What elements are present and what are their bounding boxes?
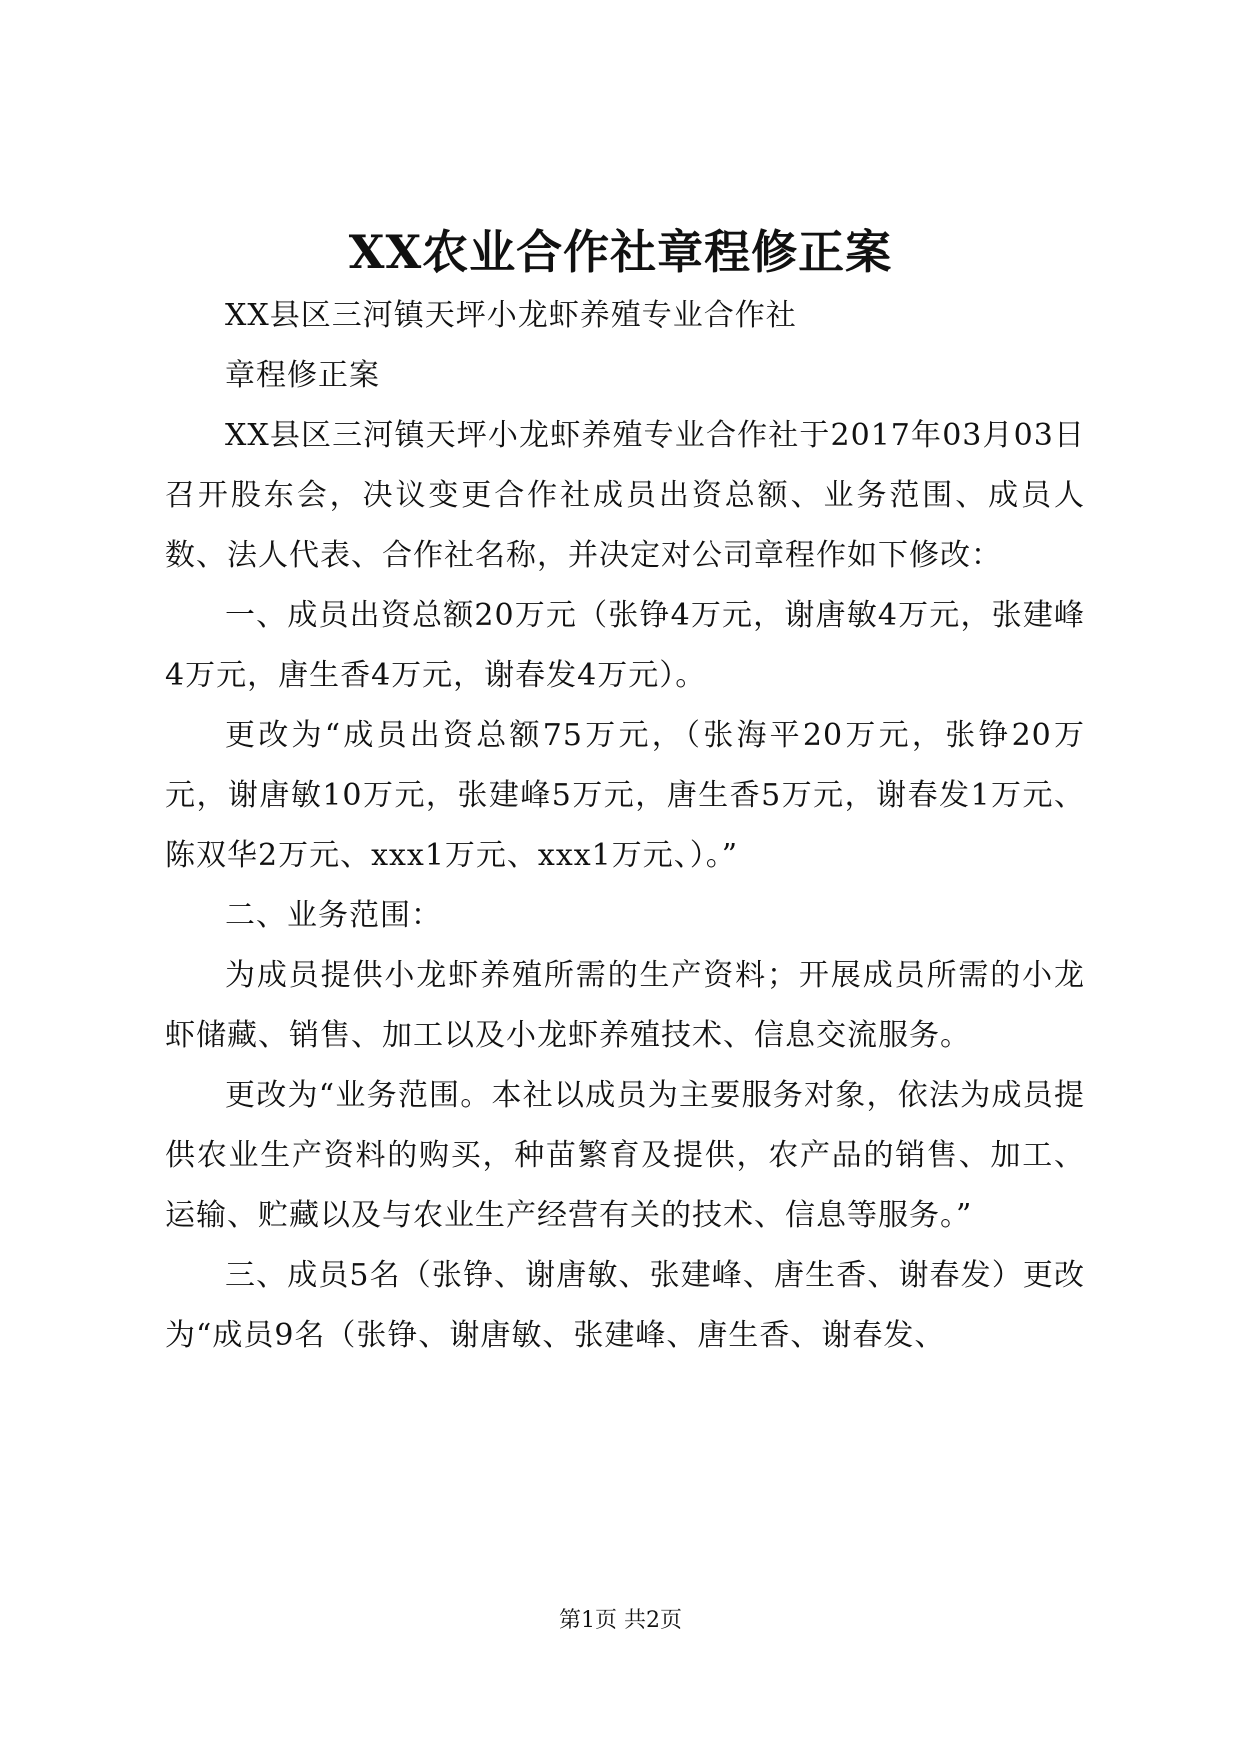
paragraph-item-3: 三、成员5名（张铮、谢唐敏、张建峰、唐生香、谢春发）更改为“成员9名（张铮、谢唐敏、张建峰、唐生香、谢春发、 <box>165 1258 1085 1353</box>
paragraph-item-1-change: 更改为“成员出资总额75万元，（张海平20万元，张铮20万元，谢唐敏10万元，张建峰5万元，唐生香5万元，谢春发1万元、陈双华2万元、xxx1万元、xxx1万元、）。” <box>165 718 1085 873</box>
paragraph-item-2-change: 更改为“业务范围。本社以成员为主要服务对象，依法为成员提供农业生产资料的购买，种苗繁育及提供，农产品的销售、加工、运输、贮藏以及与农业生产经营有关的技术、信息等服务。” <box>165 1078 1085 1233</box>
paragraph-item-2: 二、业务范围： <box>225 898 442 933</box>
document-body <box>165 286 1085 1366</box>
paragraph-intro: XX县区三河镇天坪小龙虾养殖专业合作社于2017年03月03日召开股东会，决议变更合作社成员出资总额、业务范围、成员人数、法人代表、合作社名称，并决定对公司章程作如下修改： <box>165 418 1085 573</box>
paragraph-subtitle: 章程修正案 <box>225 358 380 393</box>
paragraph-item-1: 一、成员出资总额20万元（张铮4万元，谢唐敏4万元，张建峰4万元，唐生香4万元，谢春发4万元）。 <box>165 598 1085 693</box>
paragraph-item-2-original: 为成员提供小龙虾养殖所需的生产资料；开展成员所需的小龙虾储藏、销售、加工以及小龙虾养殖技术、信息交流服务。 <box>165 958 1085 1053</box>
page-footer: 第1页 共2页 <box>559 1608 682 1633</box>
paragraph-org-name: XX县区三河镇天坪小龙虾养殖专业合作社 <box>225 298 797 333</box>
document-title: XX农业合作社章程修正案 <box>348 225 893 279</box>
